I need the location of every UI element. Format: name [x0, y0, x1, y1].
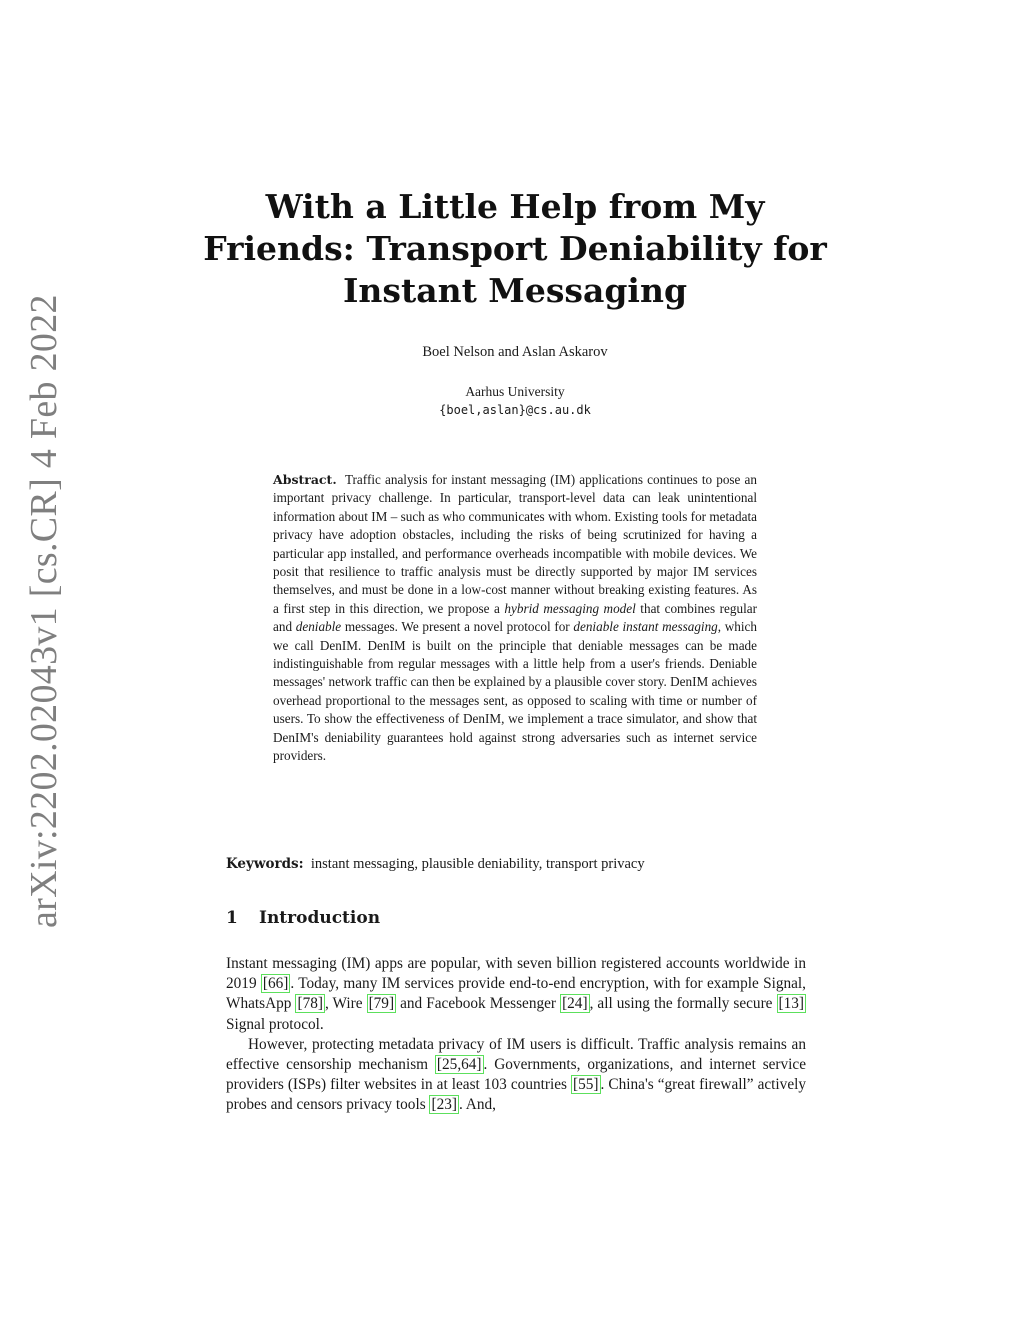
- p1-text-4: and Facebook Messenger: [396, 995, 561, 1013]
- keywords: [226, 856, 806, 873]
- arxiv-identifier-stamp: arXiv:2202.02043v1 [cs.CR] 4 Feb 2022: [23, 294, 65, 928]
- citation-link[interactable]: [13]: [778, 995, 804, 1013]
- p1-text-6: Signal protocol.: [226, 1015, 324, 1033]
- citation-link[interactable]: [24]: [562, 995, 588, 1013]
- citation-link[interactable]: [55]: [573, 1076, 599, 1094]
- citation-link[interactable]: [23]: [431, 1096, 457, 1114]
- title-line-3: Instant Messaging: [342, 271, 688, 310]
- section-heading: [226, 908, 380, 928]
- p2-text-4: . And,: [458, 1096, 496, 1114]
- paragraph-1: [226, 954, 806, 1035]
- abstract-text-1: Traffic analysis for instant messaging (IM) applications continues to pose an important privacy challenge. In particular, transport-level data can leak unintentional information about IM – such as who communicates with whom. Existing tools for metadata privacy have adoption obstacles, including the risks of being scrutinized for having a particular app installed, and performance overheads incompatible with mobile devices. We posit that resilience to traffic analysis must be directly supported by major IM services themselves, and must be done in a low-cost manner without breaking existing features. As a first step in this direction, we propose a: [273, 472, 757, 616]
- paper-title: [150, 186, 880, 312]
- citation-link[interactable]: [79]: [368, 995, 395, 1013]
- keywords-label: Keywords:: [226, 856, 304, 872]
- affiliation-block: [150, 382, 880, 420]
- abstract-text-2: that combines regular and: [273, 600, 757, 635]
- p2-text-2: . Governments, organizations, and internet service providers (ISPs) filter websites in at least 103 countries: [226, 1056, 807, 1094]
- p2-text-3: . China's “great firewall” actively probes and censors privacy tools: [226, 1076, 807, 1114]
- p1-text-1: Instant messaging (IM) apps are popular, with seven billion registered accounts worldwide in 2019: [226, 955, 806, 993]
- abstract-label: Abstract.: [273, 472, 337, 487]
- abstract-emphasis-2: deniable: [295, 619, 342, 635]
- email-address[interactable]: {boel,aslan}@cs.au.dk: [439, 403, 591, 417]
- section-title: Introduction: [259, 908, 381, 928]
- p1-text-5: , all using the formally secure: [589, 995, 777, 1013]
- abstract-emphasis-1: hybrid messaging model: [504, 600, 636, 616]
- citation-link[interactable]: [25,64]: [436, 1056, 482, 1074]
- introduction-body: [226, 954, 806, 1116]
- p1-text-2: . Today, many IM services provide end-to-end encryption, with for example Signal, WhatsApp: [226, 975, 806, 1013]
- affiliation: Aarhus University: [465, 384, 565, 399]
- keywords-text: instant messaging, plausible deniability, transport privacy: [310, 856, 645, 872]
- p2-text-1: However, protecting metadata privacy of IM users is difficult. Traffic analysis remains an effective censorship mechanism: [226, 1035, 806, 1074]
- citation-link[interactable]: [66]: [262, 975, 289, 993]
- paragraph-2: [226, 1035, 806, 1116]
- section-number: 1: [226, 908, 238, 928]
- title-line-2: Friends: Transport Deniability for: [203, 229, 827, 268]
- abstract-text-4: , which we call DenIM. DenIM is built on the principle that deniable messages can be made indistinguishable from regular messages with a little help from a user's friends. Deniable messages' network traffic can then be explained by a plausible cover story. DenIM achieves overhead proportional to the messages sent, as opposed to scaling with time or number of users. To show the effectiveness of DenIM, we implement a trace simulator, and show that DenIM's deniability guarantees hold against strong adversaries such as internet service providers.: [273, 619, 758, 764]
- abstract-text-3: messages. We present a novel protocol for: [341, 619, 574, 635]
- title-line-1: With a Little Help from My: [265, 187, 765, 226]
- abstract-emphasis-3: deniable instant messaging: [573, 619, 718, 635]
- p1-text-3: , Wire: [324, 995, 367, 1013]
- citation-link[interactable]: [78]: [297, 995, 323, 1013]
- authors: Boel Nelson and Aslan Askarov: [422, 344, 608, 360]
- abstract: [273, 471, 757, 766]
